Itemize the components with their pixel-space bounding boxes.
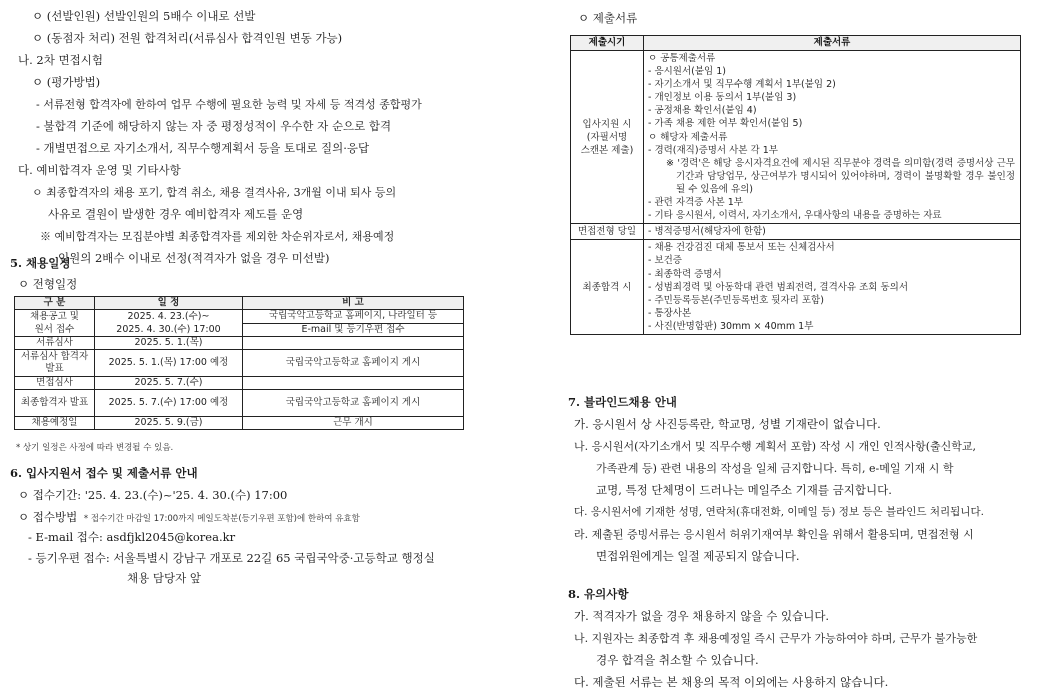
list-item: - 경력(재직)증명서 사본 각 1부 <box>648 144 778 156</box>
list-item: - 최종학력 증명서 <box>648 268 722 280</box>
section-7-heading <box>568 395 677 410</box>
text-line: 면접위원에게는 일절 제공되지 않습니다. <box>596 549 800 563</box>
mail-line: - 등기우편 접수: 서울특별시 강남구 개포로 22길 65 국립국악중·고등학교 행정실 <box>28 551 435 565</box>
text-line: ㅇ (선발인원) 선발인원의 5배수 이내로 선발 <box>32 9 256 23</box>
schedule-table <box>14 296 464 430</box>
section-number: 6. <box>10 466 23 480</box>
section-title: 블라인드채용 안내 <box>584 395 677 409</box>
table-cell <box>243 337 464 350</box>
table-cell: 면접심사 <box>15 377 95 390</box>
text-line: 다. 제출된 서류는 본 채용의 목적 이외에는 사용하지 않습니다. <box>574 675 889 689</box>
table-cell: 국립국악고등학교 홈페이지 게시 <box>243 350 464 377</box>
text-line: 나. 응시원서(자기소개서 및 직무수행 계획서 포함) 작성 시 개인 인적사항(출신학교, <box>574 440 976 453</box>
list-item: - 자기소개서 및 직무수행 계획서 1부(붙임 2) <box>648 79 836 91</box>
table-cell <box>15 310 95 337</box>
column-header: 비 고 <box>243 297 464 310</box>
list-item: - 응시원서(붙임 1) <box>648 66 726 78</box>
list-item: - 채용 건강검진 대체 통보서 또는 신체검사서 <box>648 242 835 254</box>
column-header: 구 분 <box>15 297 95 310</box>
table-row <box>15 350 464 377</box>
list-item: - 주민등록등본(주민등록번호 뒷자리 포함) <box>648 294 824 306</box>
text-line: 나. 지원자는 최종합격 후 채용예정일 즉시 근무가 가능하여야 하며, 근무가 불가능한 <box>574 632 978 645</box>
list-item: - 기타 응시원서, 이력서, 자기소개서, 우대사항의 내용을 증명하는 자료 <box>648 210 942 222</box>
column-header: 제출서류 <box>644 36 1021 51</box>
table-cell: 국립국악고등학교 홈페이지 게시 <box>243 390 464 417</box>
table-cell: 2025. 5. 1.(목) <box>95 337 243 350</box>
list-item: - 가족 채용 제한 여부 확인서(붙임 5) <box>648 118 803 130</box>
cell-text: 원서 접수 <box>34 324 75 335</box>
text-line: - 서류전형 합격자에 한하여 업무 수행에 필요한 능력 및 자세 등 적격성 종합평가 <box>36 98 422 111</box>
subsection-heading: 다. 예비합격자 운영 및 기타사항 <box>18 163 181 177</box>
application-period: ㅇ 접수기간: '25. 4. 23.(수)~'25. 4. 30.(수) 17:00 <box>18 488 288 502</box>
career-note: ※ '경력'은 해당 응시자격요건에 제시된 직무분야 경력을 의미함(경력 증명서상 근무기간과 담당업무, 상근여부가 명시되어 있어야하며, 경력이 불명확할 경우 불인정될 수 있음에 유의) <box>666 157 1015 195</box>
section-title: 채용일정 <box>26 256 71 270</box>
list-item: - 통장사본 <box>648 307 692 319</box>
application-method <box>18 510 360 527</box>
text-line: 사유로 결원이 발생한 경우 예비합격자 제도를 운영 <box>48 207 304 221</box>
table-cell: 국립국악고등학교 홈페이지, 나라일터 등 <box>243 310 464 324</box>
documents-cell: - 병적증명서(해당자에 한함) <box>644 224 1021 240</box>
section-number: 8. <box>568 587 581 601</box>
documents-cell <box>644 51 1021 224</box>
table-row <box>15 377 464 390</box>
text-line: - 불합격 기준에 해당하지 않는 자 중 평정성적이 우수한 자 순으로 합격 <box>36 119 392 133</box>
text-line: - 개별면접으로 자기소개서, 직무수행계획서 등을 토대로 질의·응답 <box>36 141 370 155</box>
table-cell: 채용예정일 <box>15 417 95 430</box>
table-cell: E-mail 및 등기우편 접수 <box>243 323 464 337</box>
text-line: 교명, 특정 단체명이 드러나는 메일주소 기재를 금지합니다. <box>596 483 892 497</box>
section-5-heading <box>10 256 70 271</box>
list-item: - 공정채용 확인서(붙임 4) <box>648 105 757 117</box>
cell-text: 스캔본 제출) <box>580 144 634 156</box>
text-line: ㅇ 최종합격자의 채용 포기, 합격 취소, 채용 결격사유, 3개월 이내 퇴사 등의 <box>32 186 397 199</box>
table-header-row <box>15 297 464 310</box>
table-cell: 2025. 5. 1.(목) 17:00 예정 <box>95 350 243 377</box>
list-item: ㅇ 해당자 제출서류 <box>648 131 728 143</box>
email-line: - E-mail 접수: asdfjkl2045@korea.kr <box>28 530 236 544</box>
list-item: - 사진(반명함판) 30mm × 40mm 1부 <box>648 320 814 332</box>
section-number: 7. <box>568 395 581 409</box>
timing-cell: 최종합격 시 <box>571 240 644 335</box>
table-row <box>571 51 1021 224</box>
text-line: 가족관계 등) 관련 내용의 작성을 일체 금지합니다. 특히, e-메일 기재 시 학 <box>596 462 954 475</box>
mail-line-cont: 채용 담당자 앞 <box>127 571 201 585</box>
column-header: 제출시기 <box>571 36 644 51</box>
text-line: 인원의 2배수 이내로 선정(적격자가 없을 경우 미선발) <box>58 251 330 265</box>
table-cell: 2025. 5. 9.(금) <box>95 417 243 430</box>
table-cell: 최종합격자 발표 <box>15 390 95 417</box>
section-number: 5. <box>10 256 23 270</box>
text-line: ㅇ (평가방법) <box>32 75 101 89</box>
sub-heading: ㅇ 제출서류 <box>578 11 638 25</box>
table-row <box>15 390 464 417</box>
note-line: ※ 예비합격자는 모집분야별 최종합격자를 제외한 차순위자로서, 채용예정 <box>40 230 395 243</box>
table-row <box>571 224 1021 240</box>
section-title: 유의사항 <box>584 587 629 601</box>
cell-text: 입사지원 시 <box>582 118 632 130</box>
method-label: ㅇ 접수방법 <box>18 510 78 524</box>
table-cell: 근무 개시 <box>243 417 464 430</box>
table-row <box>571 240 1021 335</box>
list-item: - 보건증 <box>648 255 682 267</box>
table-cell: 서류심사 <box>15 337 95 350</box>
table-cell: 서류심사 합격자 발표 <box>15 350 95 377</box>
table-header-row <box>571 36 1021 51</box>
sub-heading: ㅇ 전형일정 <box>18 277 78 291</box>
cell-text: (자필서명 <box>586 131 628 143</box>
table-row <box>15 337 464 350</box>
documents-table <box>570 35 1021 335</box>
column-header: 일 정 <box>95 297 243 310</box>
subsection-heading: 나. 2차 면접시험 <box>18 53 103 67</box>
text-line: ㅇ (동점자 처리) 전원 합격처리(서류심사 합격인원 변동 가능) <box>32 31 343 45</box>
table-row <box>15 310 464 324</box>
list-item: - 관련 자격증 사본 1부 <box>648 197 743 209</box>
schedule-footnote: * 상기 일정은 사정에 따라 변경될 수 있음. <box>16 443 174 453</box>
cell-text: 채용공고 및 <box>30 311 79 322</box>
cell-text: 2025. 4. 23.(수)~ <box>127 311 210 322</box>
table-cell: 2025. 5. 7.(수) <box>95 377 243 390</box>
table-cell: 2025. 5. 7.(수) 17:00 예정 <box>95 390 243 417</box>
section-title: 입사지원서 접수 및 제출서류 안내 <box>26 466 198 480</box>
table-cell <box>243 377 464 390</box>
text-line: 경우 합격을 취소할 수 있습니다. <box>596 653 759 667</box>
method-note: * 접수기간 마감일 17:00까지 메일도착분(등기우편 포함)에 한하여 유효함 <box>83 514 360 524</box>
section-6-heading <box>10 466 198 481</box>
cell-text: 2025. 4. 30.(수) 17:00 <box>116 324 221 335</box>
documents-cell <box>644 240 1021 335</box>
section-8-heading <box>568 587 628 602</box>
table-row <box>15 417 464 430</box>
list-item: - 성범죄경력 및 아동학대 관련 범죄전력, 결격사유 조회 동의서 <box>648 281 909 293</box>
table-cell <box>95 310 243 337</box>
timing-cell: 면접전형 당일 <box>571 224 644 240</box>
timing-cell <box>571 51 644 224</box>
list-item: - 개인정보 이용 동의서 1부(붙임 3) <box>648 92 797 104</box>
text-line: 라. 제출된 증빙서류는 응시원서 허위기재여부 확인을 위해서 활용되며, 면접전형 시 <box>574 528 974 541</box>
text-line: 다. 응시원서에 기재한 성명, 연락처(휴대전화, 이메일 등) 정보 등은 블라인드 처리됩니다. <box>574 506 984 518</box>
text-line: 가. 응시원서 상 사진등록란, 학교명, 성별 기재란이 없습니다. <box>574 417 881 431</box>
text-line: 가. 적격자가 없을 경우 채용하지 않을 수 있습니다. <box>574 609 830 623</box>
list-item: ㅇ 공통제출서류 <box>648 53 716 64</box>
